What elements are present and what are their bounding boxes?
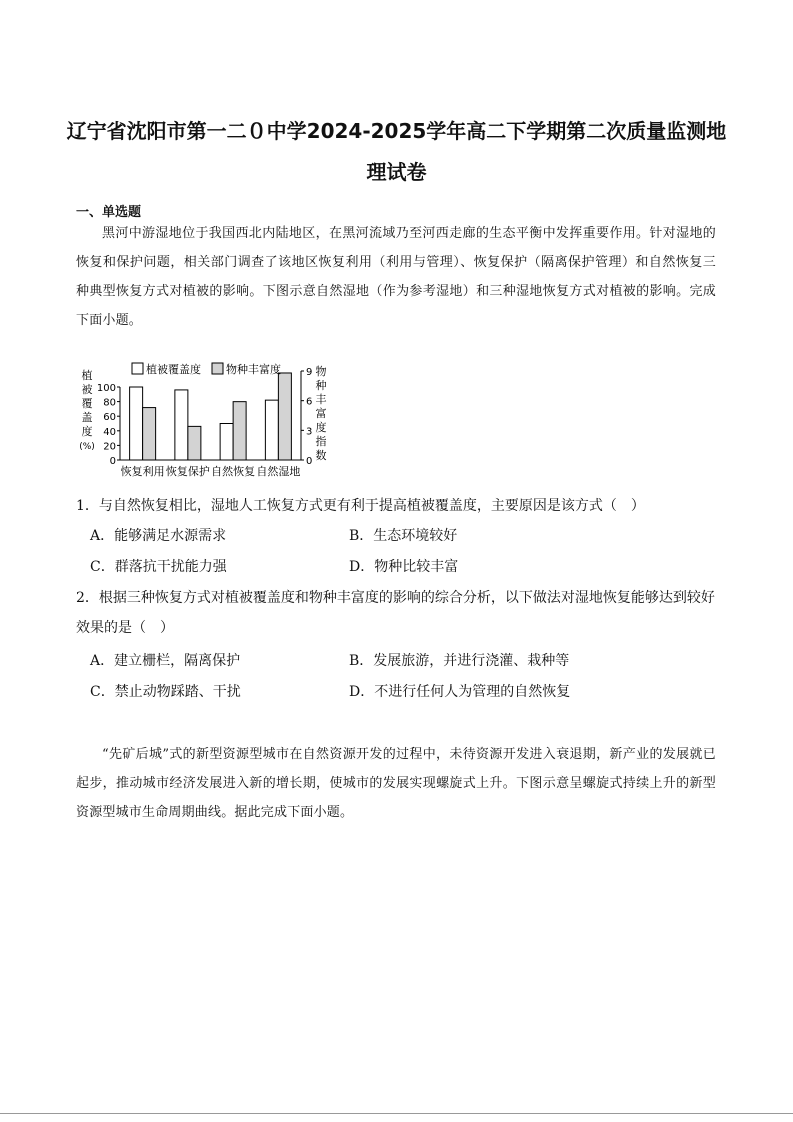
right-axis-label-char: 丰 xyxy=(315,393,327,406)
right-tick-label: 6 xyxy=(306,396,313,408)
q2-option-d[interactable]: D．不进行任何人为管理的自然恢复 xyxy=(349,684,571,700)
left-axis-label-char: (%) xyxy=(79,442,95,452)
left-axis-label-char: 度 xyxy=(81,425,93,438)
passage-2: “先矿后城”式的新型资源型城市在自然资源开发的过程中，未待资源开发进入衰退期，新产业的发展就已起步，推动城市经济发展进入新的增长期，使城市的发展实现螺旋式上升。下图示意呈螺旋式持续上升的新型资源型城市生命周期曲线。据此完成下面小题。 xyxy=(76,747,716,820)
bar-species-richness xyxy=(233,402,246,460)
bar-species-richness xyxy=(278,373,291,460)
section-heading: 一、单选题 xyxy=(76,205,142,220)
q1-option-d[interactable]: D．物种比较丰富 xyxy=(349,559,459,575)
page-title-line1: 辽宁省沈阳市第一二０中学2024-2025学年高二下学期第二次质量监测地 xyxy=(66,119,727,143)
bar-species-richness xyxy=(143,408,156,460)
page-title-line2: 理试卷 xyxy=(366,160,427,184)
right-axis-label-char: 数 xyxy=(315,449,327,462)
question-1-stem: 1．与自然恢复相比，湿地人工恢复方式更有利于提高植被覆盖度，主要原因是该方式（ ） xyxy=(76,498,645,514)
left-axis-label-char: 覆 xyxy=(81,397,93,410)
left-tick-label: 40 xyxy=(103,426,116,438)
category-label: 自然湿地 xyxy=(256,465,301,478)
left-tick-label: 80 xyxy=(103,397,116,409)
q1-option-c[interactable]: C．群落抗干扰能力强 xyxy=(90,559,227,575)
legend-label: 物种丰富度 xyxy=(226,363,281,376)
q1-option-a[interactable]: A．能够满足水源需求 xyxy=(90,528,227,544)
bar-vegetation-coverage xyxy=(130,387,143,460)
left-axis-label-char: 盖 xyxy=(81,411,93,424)
legend-swatch xyxy=(212,363,223,374)
left-tick-label: 100 xyxy=(96,383,116,394)
q2-option-c[interactable]: C．禁止动物踩踏、干扰 xyxy=(90,684,241,700)
category-label: 恢复利用 xyxy=(120,465,165,478)
bar-vegetation-coverage xyxy=(175,390,188,460)
left-axis-label-char: 被 xyxy=(81,383,93,396)
left-tick-label: 0 xyxy=(109,456,116,467)
bar-species-richness xyxy=(188,426,201,460)
category-label: 恢复保护 xyxy=(165,465,210,478)
q1-option-b[interactable]: B．生态环境较好 xyxy=(349,528,458,544)
bar-vegetation-coverage xyxy=(265,400,278,460)
left-axis-label-char: 植 xyxy=(81,369,93,382)
left-tick-label: 60 xyxy=(103,412,116,424)
legend-swatch xyxy=(132,363,143,374)
q2-option-b[interactable]: B．发展旅游，并进行浇灌、栽种等 xyxy=(349,653,570,669)
right-axis-label-char: 指 xyxy=(315,435,327,448)
right-axis-label-char: 富 xyxy=(315,407,327,420)
bar-vegetation-coverage xyxy=(220,424,233,461)
legend-label: 植被覆盖度 xyxy=(146,363,201,376)
right-axis-label-char: 物 xyxy=(315,365,327,378)
right-tick-label: 3 xyxy=(306,426,313,438)
bar-chart xyxy=(70,357,340,482)
passage-1: 黑河中游湿地位于我国西北内陆地区，在黑河流域乃至河西走廊的生态平衡中发挥重要作用。针对湿地的恢复和保护问题，相关部门调查了该地区恢复利用（利用与管理）、恢复保护（隔离保护管理）和自然恢复三种典型恢复方式对植被的影响。下图示意自然湿地（作为参考湿地）和三种湿地恢复方式对植被的影响。完成下面小题。 xyxy=(76,226,716,328)
q2-option-a[interactable]: A．建立栅栏，隔离保护 xyxy=(90,653,241,669)
question-2-stem: 2．根据三种恢复方式对植被覆盖度和物种丰富度的影响的综合分析，以下做法对湿地恢复能够达到较好效果的是（ ） xyxy=(76,590,715,636)
page-bottom-rule xyxy=(0,1113,793,1114)
right-tick-label: 0 xyxy=(306,456,313,467)
right-axis-label-char: 度 xyxy=(315,421,327,434)
left-tick-label: 20 xyxy=(103,441,116,453)
right-tick-label: 9 xyxy=(306,367,313,378)
right-axis-label-char: 种 xyxy=(315,379,327,392)
category-label: 自然恢复 xyxy=(211,465,256,478)
